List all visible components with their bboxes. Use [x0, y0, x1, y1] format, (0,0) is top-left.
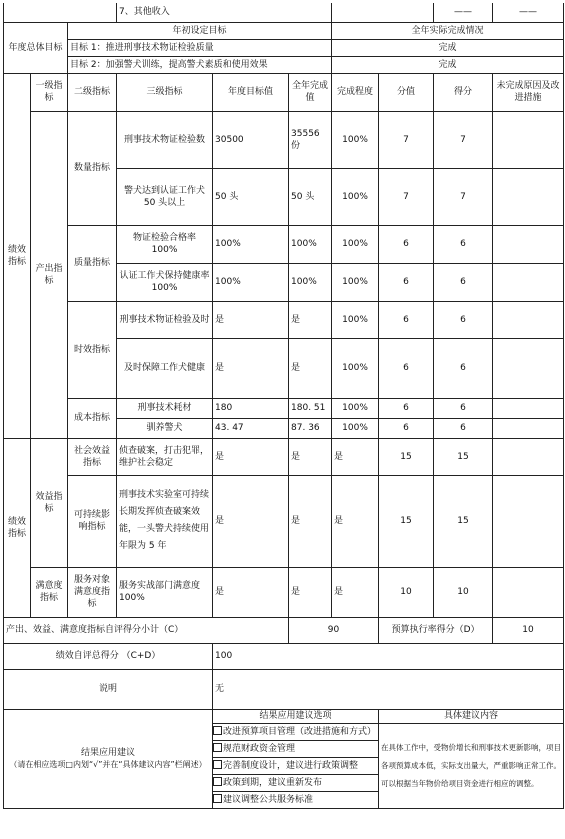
completion-rate: 100% [332, 168, 379, 225]
target-value: 100% [213, 225, 289, 263]
goal-2: 目标 2：加强警犬训练，提高警犬素质和使用效果 [68, 56, 332, 73]
blank-cell [332, 3, 434, 22]
actual-value: 是 [289, 475, 332, 567]
checkbox-icon[interactable] [213, 743, 222, 752]
level3-header: 三级指标 [117, 73, 213, 111]
reason-cell [493, 418, 564, 438]
score: 6 [434, 338, 493, 398]
options-list [213, 723, 379, 808]
checkbox-icon[interactable] [213, 760, 222, 769]
advice-content: 在具体工作中，受物价增长和刑事技术更新影响，项目各项预算成本低，实际支出量大，严重影响正常工作。可以根据当年物价给项目资金进行相应的调整。 [379, 723, 564, 808]
completion-rate: 100% [332, 225, 379, 263]
target-value: 43. 47 [213, 418, 289, 438]
actual-value: 87. 36 [289, 418, 332, 438]
quality-indicator-label: 质量指标 [68, 225, 117, 301]
options-header: 结果应用建议选项 [213, 709, 379, 723]
blank-cell [4, 3, 117, 22]
actual-value: 50 头 [289, 168, 332, 225]
subtotal-label: 产出、效益、满意度指标自评得分小计（C） [4, 617, 289, 643]
score-value: 6 [379, 418, 434, 438]
target-header: 年初设定目标 [68, 22, 332, 39]
reason-header: 未完成原因及改进措施 [493, 73, 564, 111]
goal-1-status: 完成 [332, 39, 564, 56]
target-value: 100% [213, 263, 289, 301]
score-value-header: 分值 [379, 73, 434, 111]
option-policy-reissue[interactable]: 政策到期，建议重新发布 [213, 775, 378, 792]
checkbox-icon[interactable] [213, 777, 222, 786]
reason-cell [493, 263, 564, 301]
actual-value: 是 [289, 301, 332, 338]
score-value: 7 [379, 111, 434, 168]
target-value: 是 [213, 475, 289, 567]
score-value: 6 [379, 263, 434, 301]
annual-target-header: 年度目标值 [213, 73, 289, 111]
application-label-note: （请在相应选项□内划“√”并在“具体建议内容”栏阐述） [9, 760, 207, 769]
application-label [4, 709, 213, 808]
option-service-standard[interactable]: 建议调整公共服务标准 [213, 792, 378, 808]
score: 6 [434, 418, 493, 438]
indicator-name: 侦查破案，打击犯罪，维护社会稳定 [117, 438, 213, 475]
completion-rate: 100% [332, 301, 379, 338]
actual-value: 100% [289, 263, 332, 301]
performance-table [3, 3, 564, 809]
level1-header: 一级指标 [31, 73, 68, 111]
target-value: 180 [213, 398, 289, 418]
target-value: 是 [213, 567, 289, 617]
actual-value: 180. 51 [289, 398, 332, 418]
goal-2-status: 完成 [332, 56, 564, 73]
indicator-name: 刑事技术物证检验数 [117, 111, 213, 168]
annual-actual-header: 全年完成值 [289, 73, 332, 111]
dash-cell: —— [434, 3, 493, 22]
cost-indicator-label: 成本指标 [68, 398, 117, 438]
completion-rate: 100% [332, 418, 379, 438]
score-value: 7 [379, 168, 434, 225]
output-indicator-label: 产出指标 [31, 111, 68, 438]
score: 7 [434, 111, 493, 168]
indicator-name: 刑事技术实验室可持续长期发挥侦查破案效能，一头警犬持续使用年限为 5 年 [117, 475, 213, 567]
content-header: 具体建议内容 [379, 709, 564, 723]
target-value: 是 [213, 438, 289, 475]
note-value: 无 [213, 669, 564, 709]
checkbox-icon[interactable] [213, 794, 222, 803]
actual-value: 是 [289, 338, 332, 398]
social-indicator-label: 社会效益指标 [68, 438, 117, 475]
score: 7 [434, 168, 493, 225]
checkbox-icon[interactable] [213, 726, 222, 735]
dash-cell: —— [493, 3, 564, 22]
score-value: 6 [379, 225, 434, 263]
score: 15 [434, 438, 493, 475]
target-value: 是 [213, 301, 289, 338]
income-item: 7、其他收入 [117, 3, 332, 22]
indicator-name: 物证检验合格率 100% [117, 225, 213, 263]
score: 6 [434, 301, 493, 338]
score-value: 15 [379, 475, 434, 567]
reason-cell [493, 475, 564, 567]
quantity-indicator-label: 数量指标 [68, 111, 117, 225]
indicator-name: 驯养警犬 [117, 418, 213, 438]
indicator-name: 刑事技术物证检验及时 [117, 301, 213, 338]
target-value: 30500 [213, 111, 289, 168]
completion-rate: 是 [332, 567, 379, 617]
timeliness-indicator-label: 时效指标 [68, 301, 117, 398]
level2-header: 二级指标 [68, 73, 117, 111]
score-value: 6 [379, 338, 434, 398]
completion-rate: 是 [332, 438, 379, 475]
completion-header: 完成程度 [332, 73, 379, 111]
completion-rate: 100% [332, 263, 379, 301]
budget-score-label: 预算执行率得分（D） [379, 617, 493, 643]
reason-cell [493, 398, 564, 418]
score: 6 [434, 398, 493, 418]
indicator-name: 警犬达到认证工作犬 50 头以上 [117, 168, 213, 225]
indicator-name: 服务实战部门满意度 100% [117, 567, 213, 617]
score: 15 [434, 475, 493, 567]
score-value: 6 [379, 398, 434, 418]
reason-cell [493, 301, 564, 338]
total-value: 100 [213, 643, 564, 669]
note-label: 说明 [4, 669, 213, 709]
reason-cell [493, 168, 564, 225]
actual-value: 是 [289, 438, 332, 475]
score: 6 [434, 263, 493, 301]
effect-indicator-label: 效益指标 [31, 438, 68, 567]
actual-value: 100% [289, 225, 332, 263]
satisfaction-indicator-label: 满意度指标 [31, 567, 68, 617]
indicator-name: 刑事技术耗材 [117, 398, 213, 418]
score-value: 10 [379, 567, 434, 617]
goal-1: 目标 1：推进刑事技术物证检验质量 [68, 39, 332, 56]
subtotal-value: 90 [289, 617, 379, 643]
option-improve-budget[interactable]: 改进预算项目管理（改进措施和方式） [213, 724, 378, 741]
score-value: 15 [379, 438, 434, 475]
score: 10 [434, 567, 493, 617]
reason-cell [493, 567, 564, 617]
reason-cell [493, 438, 564, 475]
reason-cell [493, 225, 564, 263]
indicator-name: 及时保障工作犬健康 [117, 338, 213, 398]
score-value: 6 [379, 301, 434, 338]
perf-indicator-label: 绩效指标 [4, 73, 31, 438]
option-policy-adjust[interactable]: 完善制度设计，建议进行政策调整 [213, 758, 378, 775]
reason-cell [493, 338, 564, 398]
completion-rate: 是 [332, 475, 379, 567]
target-value: 是 [213, 338, 289, 398]
option-standardize-funds[interactable]: 规范财政资金管理 [213, 741, 378, 758]
completion-rate: 100% [332, 398, 379, 418]
completion-rate: 100% [332, 111, 379, 168]
budget-score-value: 10 [493, 617, 564, 643]
service-satisfaction-label: 服务对象满意度指标 [68, 567, 117, 617]
actual-header: 全年实际完成情况 [332, 22, 564, 39]
reason-cell [493, 111, 564, 168]
completion-rate: 100% [332, 338, 379, 398]
sustain-indicator-label: 可持续影响指标 [68, 475, 117, 567]
indicator-name: 认证工作犬保持健康率 100% [117, 263, 213, 301]
application-label-title: 结果应用建议 [81, 748, 136, 758]
score-header: 得分 [434, 73, 493, 111]
actual-value: 35556 份 [289, 111, 332, 168]
actual-value: 是 [289, 567, 332, 617]
target-value: 50 头 [213, 168, 289, 225]
total-label: 绩效自评总得分 （C+D） [4, 643, 213, 669]
annual-goal-label: 年度总体目标 [4, 22, 68, 73]
score: 6 [434, 225, 493, 263]
perf-indicator-label-2: 绩效指标 [4, 438, 31, 617]
